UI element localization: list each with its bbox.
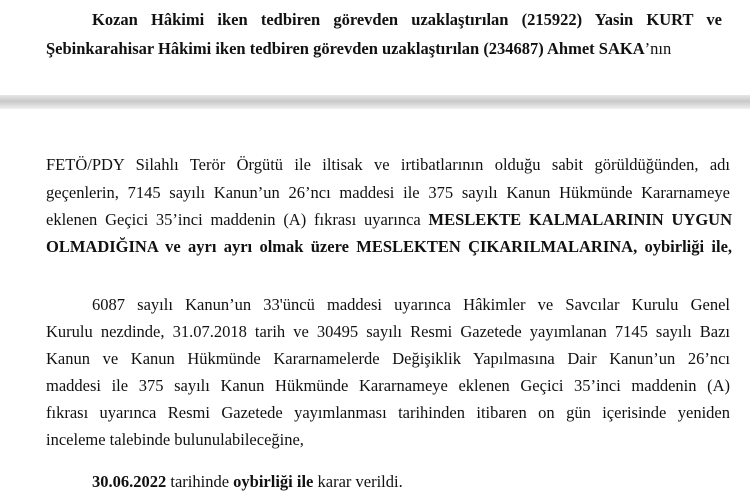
para1-line-3 — [46, 208, 732, 232]
para1-line-1: FETÖ/PDY Silahlı Terör Örgütü ile iltisak ve irtibatlarının olduğu sabit görüldüğünden, adı — [46, 155, 730, 174]
para2-line-1: 6087 sayılı Kanun’un 33'üncü maddesi uyarınca Hâkimler ve Savcılar Kurulu Genel — [92, 295, 730, 314]
para1-line-4-bold2: MESLEKTEN ÇIKARILMALARINA, oybirliği ile, — [356, 237, 733, 256]
para2-line-3: Kanun ve Kanun Hükmünde Kararnamelerde Değişiklik Yapılmasına Dair Kanun’un 26’ncı — [46, 349, 730, 368]
para1-line-4-mid: ve ayrı ayrı olmak üzere — [165, 237, 349, 256]
header-line-2-tail: ’nın — [644, 39, 672, 58]
para2-line-2: Kurulu nezdinde, 31.07.2018 tarih ve 30495 sayılı Resmi Gazetede yayımlanan 7145 sayılı Bazı — [46, 322, 730, 341]
para1-line-4 — [46, 235, 732, 259]
para1-line-4-bold1: OLMADIĞINA — [46, 237, 158, 256]
para2-line-4: maddesi ile 375 sayılı Kanun Hükmünde Kararnameye eklenen Geçici 35’inci maddenin (A) — [46, 376, 730, 395]
scan-divider — [0, 95, 750, 109]
para2-line-5: fıkrası uyarınca Resmi Gazetede yayımlanması tarihinden itibaren on gün içerisinde yeniden — [46, 403, 730, 422]
closing-text-1: tarihinde — [170, 472, 230, 491]
closing-date: 30.06.2022 — [92, 472, 167, 491]
header-line-2-bold: Şebinkarahisar Hâkimi iken tedbiren görevden uzaklaştırılan (234687) Ahmet SAKA — [46, 39, 645, 58]
closing-line — [92, 470, 403, 494]
closing-text-2: karar verildi. — [317, 472, 403, 491]
header-line-2 — [46, 37, 736, 61]
closing-bold: oybirliği ile — [233, 472, 314, 491]
para1-line-2: geçenlerin, 7145 sayılı Kanun’un 26’ncı maddesi ile 375 sayılı Kanun Hükmünde Kararnameye — [46, 183, 730, 202]
para2-line-6: inceleme talebinde bulunulabileceğine, — [46, 430, 304, 449]
header-line-1: Kozan Hâkimi iken tedbiren görevden uzaklaştırılan (215922) Yasin KURT ve — [92, 10, 722, 29]
para1-line-3-text: eklenen Geçici 35’inci maddenin (A) fıkrası uyarınca — [46, 210, 421, 229]
para1-line-3-bold: MESLEKTE KALMALARININ UYGUN — [428, 210, 732, 229]
